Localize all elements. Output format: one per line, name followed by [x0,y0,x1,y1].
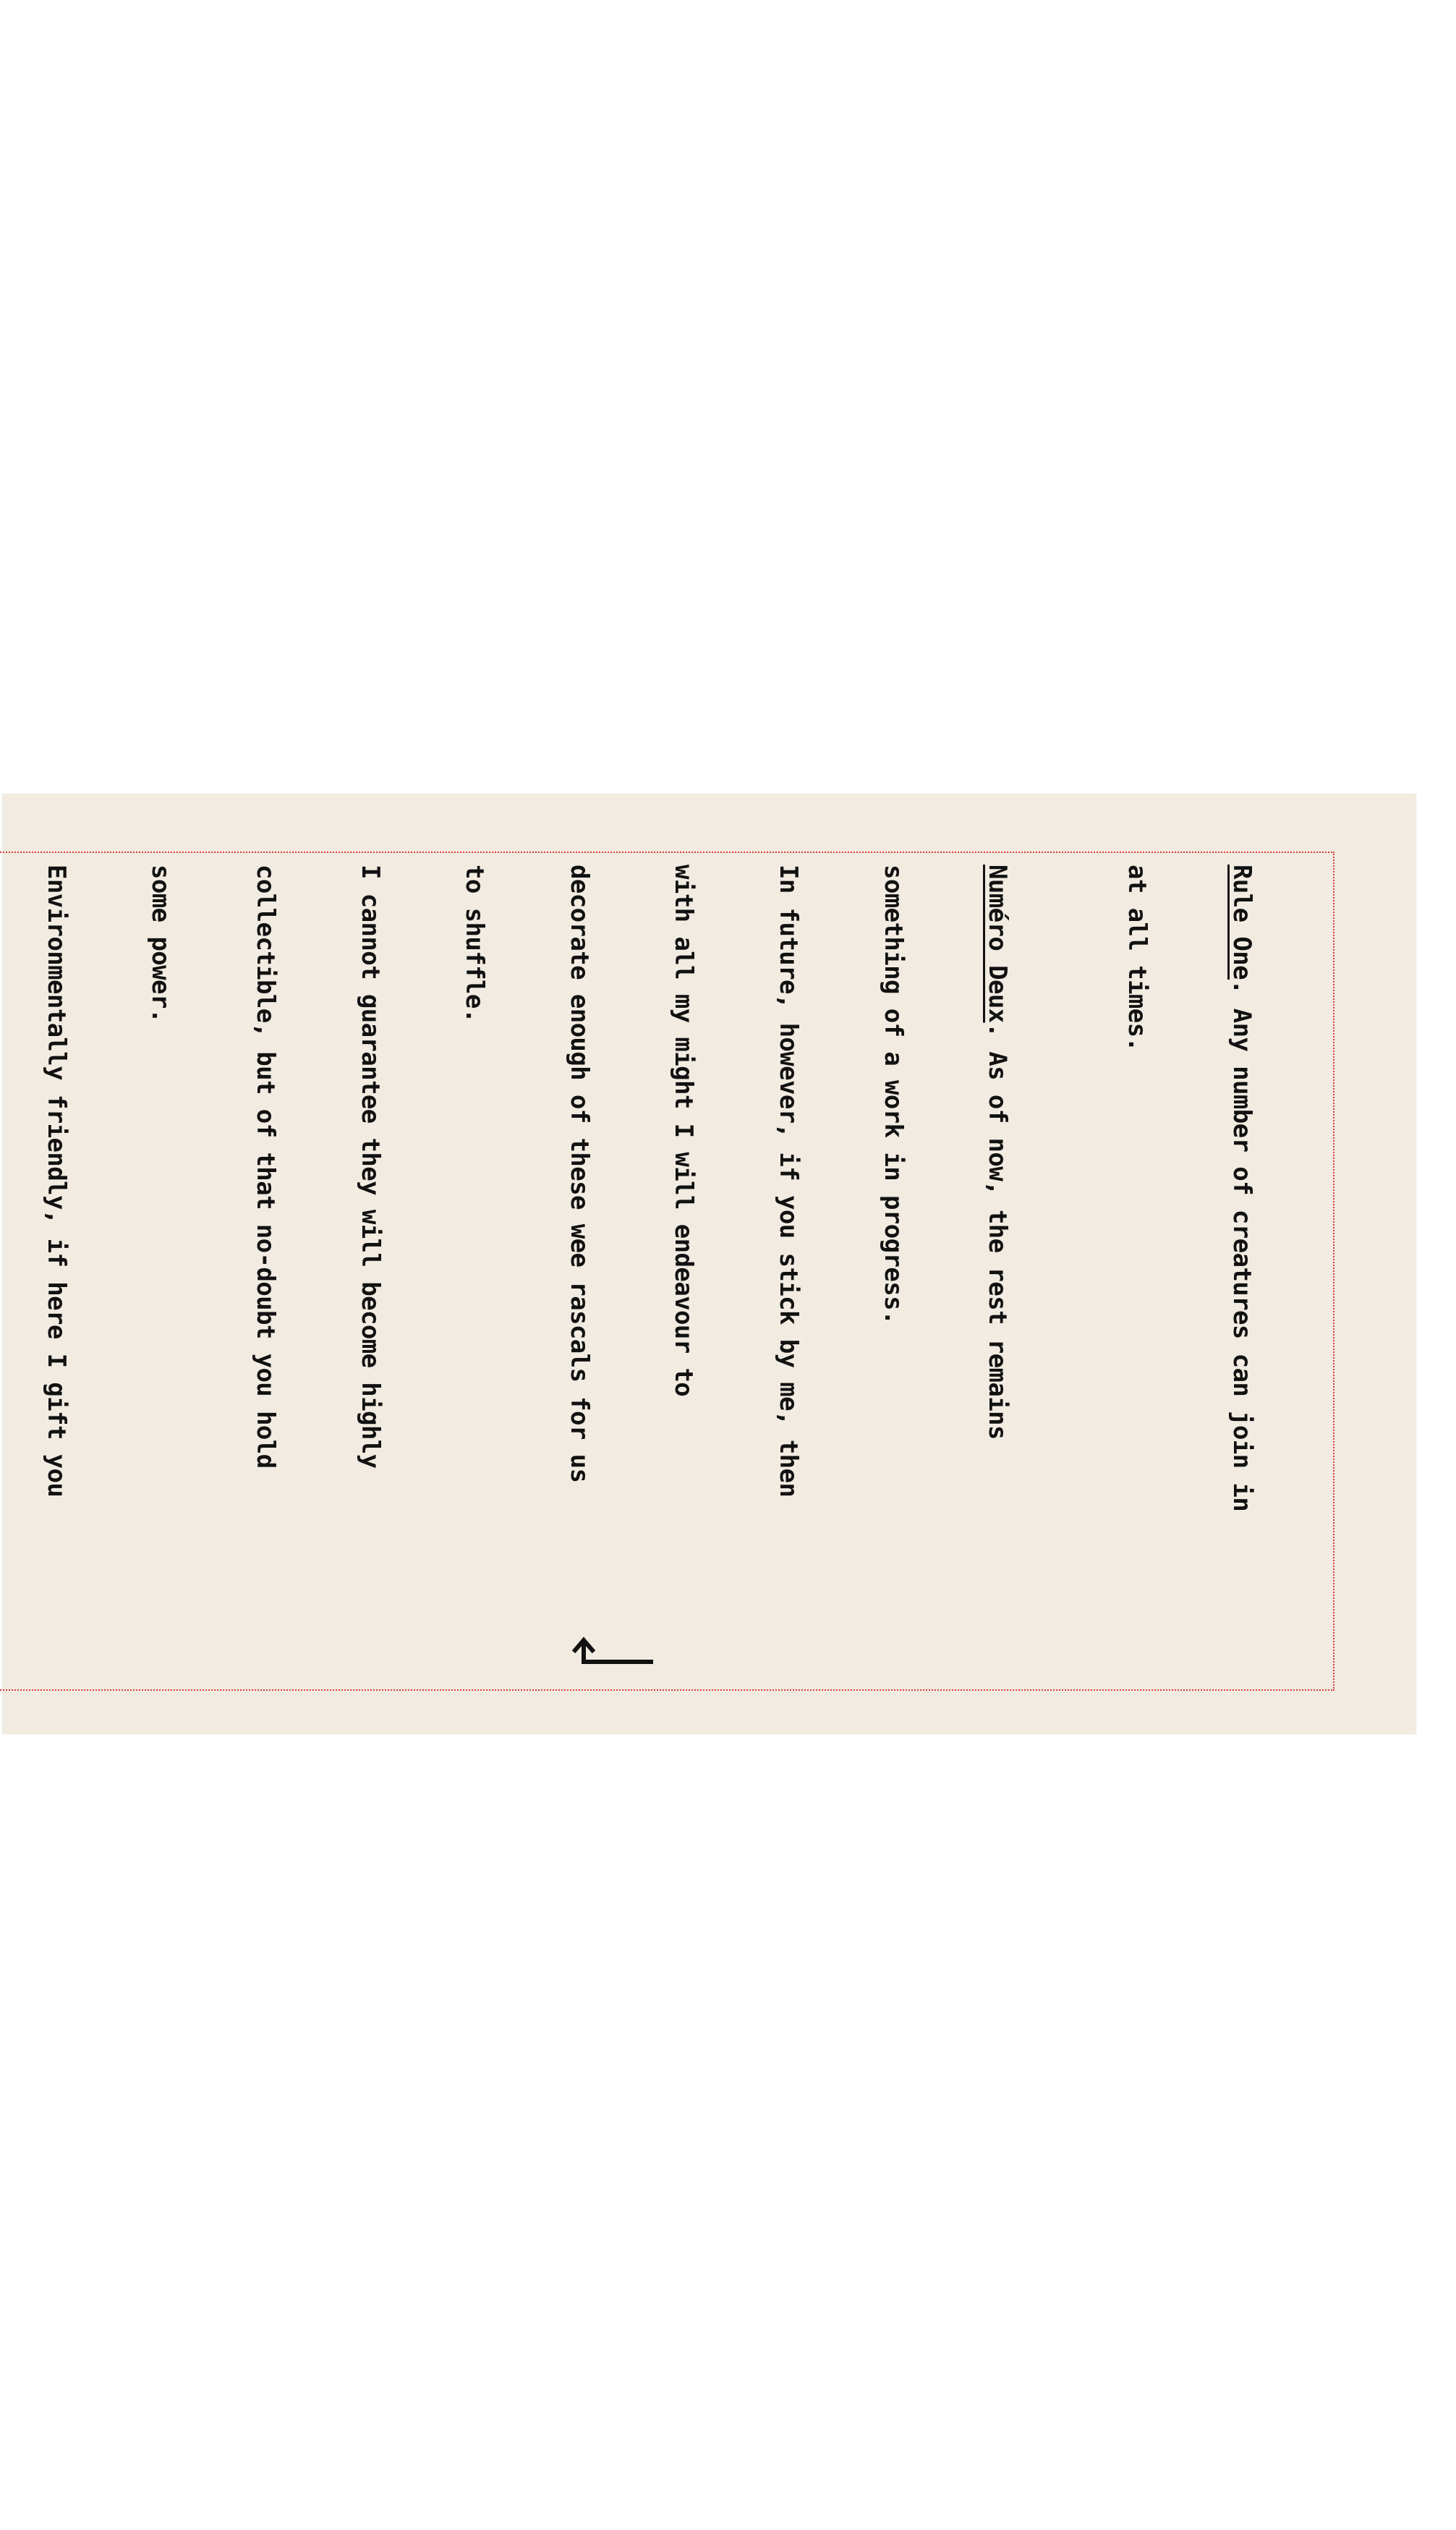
rule-one-line-1 [1224,865,1259,1682]
body-line: some power. [146,865,176,1023]
rule-two-text: . As of now, the rest remains [983,1022,1013,1440]
rule-two-heading: Numéro Deux [983,865,1013,1023]
body-line: with all my might I will endeavour to [669,865,699,1397]
rule-one-heading: Rule One [1227,865,1256,980]
rotated-text-area [0,852,1334,1691]
body-line: In future, however, if you stick by me, then [774,865,804,1498]
rule-one-line-2: at all times. [1123,865,1151,1052]
body-line: I cannot guarantee they will become highly [355,865,385,1469]
body-line: something of a work in progress. [878,865,908,1325]
printed-card [2,794,1416,1734]
rule-one-text: . Any number of creatures can join in [1227,979,1256,1512]
body-line: collectible, but of that no-doubt you hold [251,865,281,1469]
body-line: Environmentally friendly, if here I gift you [41,865,71,1498]
card-body-text [0,865,1329,1682]
body-line: to shuffle. [460,865,490,1023]
body-line: decorate enough of these wee rascals for us [564,865,594,1483]
rule-two-line-1 [980,865,1015,1682]
return-arrow-icon [569,1633,656,1691]
